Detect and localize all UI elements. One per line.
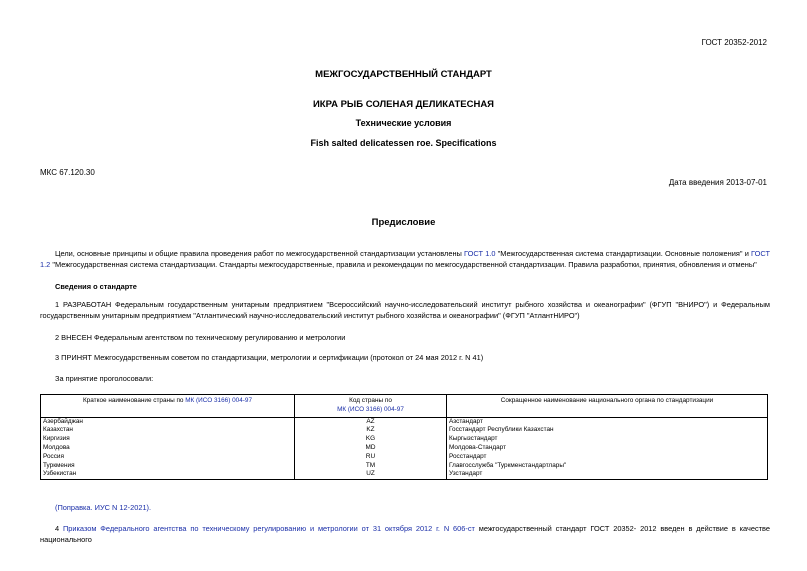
code-cell: MD	[295, 444, 447, 453]
header-body: Сокращенное наименование национального органа по стандартизации	[447, 395, 768, 418]
aims-text-middle: "Межгосударственная система стандартизации. Основные положения" и	[495, 249, 752, 258]
document-code: ГОСТ 20352-2012	[701, 38, 767, 47]
country-cell: Узбекистан	[41, 470, 295, 479]
item-2-introduced: 2 ВНЕСЕН Федеральным агентством по техническому регулированию и метрологии	[55, 333, 346, 342]
table-row	[41, 470, 768, 479]
mk-iso-link-header-code[interactable]: МК (ИСО 3166) 004-97	[337, 405, 404, 413]
gost-1-2-link[interactable]: ГОСТ 1.2	[40, 249, 770, 269]
code-cell: RU	[295, 453, 447, 462]
preface-aims-paragraph	[40, 248, 770, 270]
country-cell: Туркмения	[41, 462, 295, 471]
code-cell: KZ	[295, 426, 447, 435]
table-row	[41, 426, 768, 435]
mk-iso-link-header-country[interactable]: МК (ИСО 3166) 004-97	[185, 397, 253, 404]
standard-name-title: ИКРА РЫБ СОЛЕНАЯ ДЕЛИКАТЕСНАЯ	[312, 99, 495, 110]
standard-english-title: Fish salted delicatessen roe. Specifications	[310, 138, 497, 148]
order-606-st-link[interactable]: Приказом Федерального агентства по техническому регулированию и метрологии от 31 октября 2012 г. N 606-ст	[62, 524, 475, 533]
item-1-developed: 1 РАЗРАБОТАН Федеральным государственным унитарным предприятием "Всероссийский научно-исследовательский институт рыбного хозяйства и океанографии" (ФГУП "ВНИРО") и Федеральным государственным унитарным предприятием "Атлантический научно-исследовательский институт рыбного хозяйства и океанографии" (ФГУП "АтлантНИРО")	[40, 300, 770, 320]
header-code	[295, 395, 447, 418]
table-header-row	[41, 395, 768, 418]
body-cell: Кыргызстандарт	[447, 435, 768, 444]
table-row	[41, 453, 768, 462]
voted-for-label: За принятие проголосовали:	[55, 374, 154, 383]
code-cell: AZ	[295, 417, 447, 426]
body-cell: Узстандарт	[447, 470, 768, 479]
body-cell: Росстандарт	[447, 453, 768, 462]
table-row	[41, 417, 768, 426]
code-cell: TM	[295, 462, 447, 471]
gost-1-0-link[interactable]: ГОСТ 1.0	[464, 249, 496, 258]
country-cell: Киргизия	[41, 435, 295, 444]
standard-info-heading: Сведения о стандарте	[55, 282, 137, 291]
table-row	[41, 462, 768, 471]
country-cell: Молдова	[41, 444, 295, 453]
body-cell: Госстандарт Республики Казахстан	[447, 426, 768, 435]
item-4-enacted	[40, 523, 770, 545]
header-country	[41, 395, 295, 418]
country-cell: Казахстан	[41, 426, 295, 435]
table-row	[41, 444, 768, 453]
body-cell: Азстандарт	[447, 417, 768, 426]
item-4-text: межгосударственный стандарт ГОСТ 20352- 2012 введен в действие в качестве национального	[40, 524, 770, 544]
code-cell: UZ	[295, 470, 447, 479]
standard-subtitle: Технические условия	[355, 118, 452, 128]
intro-date: Дата введения 2013-07-01	[668, 178, 767, 187]
standard-type-title: МЕЖГОСУДАРСТВЕННЫЙ СТАНДАРТ	[315, 69, 492, 80]
body-cell: Главгосслужба "Туркменстандартлары"	[447, 462, 768, 471]
header-code-text: Код страны по	[349, 397, 392, 404]
preface-heading: Предисловие	[371, 217, 436, 228]
table-row	[41, 435, 768, 444]
item-3-adopted: 3 ПРИНЯТ Межгосударственным советом по стандартизации, метрологии и сертификации (протокол от 24 мая 2012 г. N 41)	[55, 353, 484, 362]
country-cell: Азербайджан	[41, 417, 295, 426]
aims-text-after: "Межгосударственная система стандартизации. Стандарты межгосударственные, правила и рекомендации по межгосударственной стандартизации. Правила разработки, принятия, обновления и отмены"	[50, 260, 757, 269]
mks-code: МКС 67.120.30	[40, 168, 95, 177]
header-country-text: Краткое наименование страны по	[82, 397, 186, 404]
amendment-link[interactable]: (Поправка. ИУС N 12-2021).	[55, 503, 152, 512]
countries-table	[40, 394, 768, 480]
item-4-number: 4	[55, 524, 63, 533]
body-cell: Молдова-Стандарт	[447, 444, 768, 453]
country-cell: Россия	[41, 453, 295, 462]
code-cell: KG	[295, 435, 447, 444]
aims-text-before: Цели, основные принципы и общие правила проведения работ по межгосударственной стандартизации установлены	[55, 249, 465, 258]
